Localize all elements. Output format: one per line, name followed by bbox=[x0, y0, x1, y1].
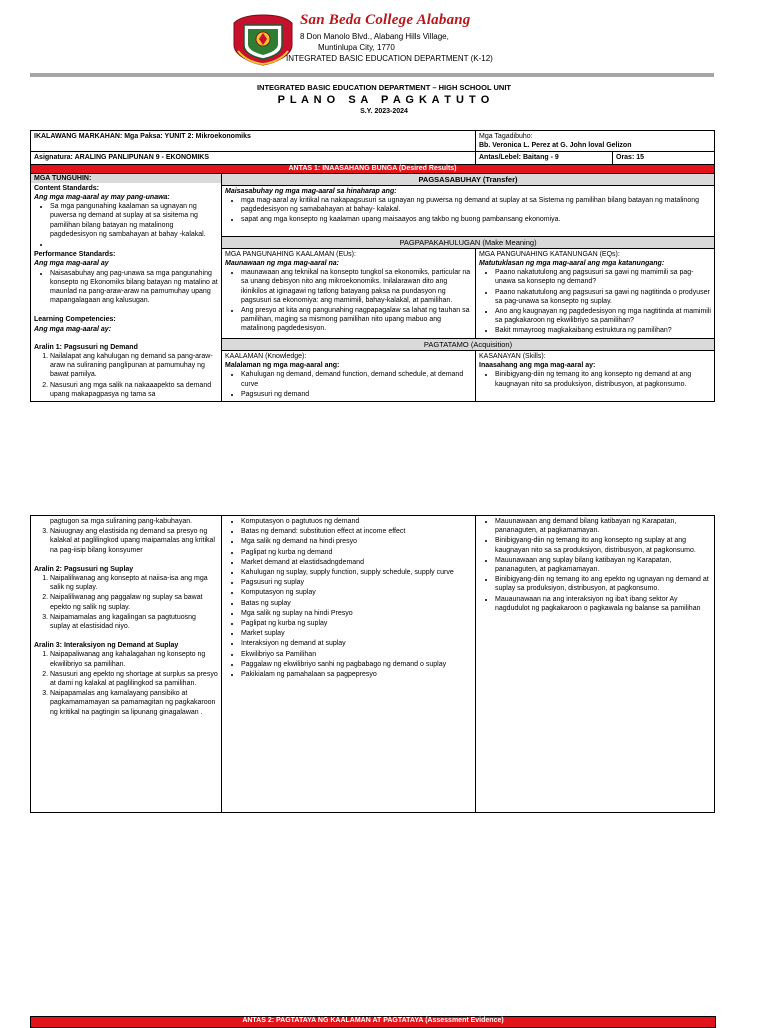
list-item: • Mga salik ng demand na hindi presyo bbox=[241, 537, 472, 546]
list-item: • Paano nakatutulong ang pagsusuri sa gawi ng mamimili sa pag-unawa sa konsepto ng demand? bbox=[495, 268, 711, 286]
list-item: • Komputasyon o pagtutuos ng demand bbox=[241, 517, 472, 526]
designers-label: Mga Tagadibuho: bbox=[479, 133, 533, 140]
skills-cell-continued bbox=[476, 516, 715, 813]
list-item: • Paano nakatutulong ang pagsusuri sa gawi ng nagtitinda o prodyuser sa pag-unawa sa konsepto ng suplay. bbox=[495, 288, 711, 306]
subject: Asignatura: ARALING PANLIPUNAN 9 - EKONOMIKS bbox=[31, 152, 476, 164]
aralin3-list bbox=[34, 650, 218, 716]
list-item: 3. Naipamamalas ang kagalingan sa pagtutuosng suplay at elastisidad niyo. bbox=[50, 613, 218, 631]
list-item: • sapat ang mga konsepto ng kaalaman upang maisaayos ang takbo ng buong pambansang ekonomiya. bbox=[241, 215, 711, 224]
stage1-banner: ANTAS 1: INAASAHANG BUNGA (Desired Results) bbox=[31, 164, 715, 173]
meaning-title: PAGPAPAKAHULUGAN (Make Meaning) bbox=[222, 236, 715, 248]
list-item: • Paglipat ng kurba ng suplay bbox=[241, 619, 472, 628]
list-item: 1. Nailalapat ang kahulugan ng demand sa pang-araw-araw na suliraning panglipunan at pamumuhay ng bawat pamilya. bbox=[50, 352, 218, 380]
transfer-list bbox=[225, 196, 711, 225]
list-item: • mga mag-aaral ay kritikal na nakapagsusuri sa ugnayan ng puwersa ng demand at suplay at sa Sistema ng pamilihan bilang batayan ng matalinong pagdedesisyon ng samabahayan at bahay- kalakal. bbox=[241, 196, 711, 214]
aralin1-list-continued bbox=[34, 517, 218, 555]
list-item: • Interaksiyon ng demand at suplay bbox=[241, 639, 472, 648]
list-item: • Naisasabuhay ang pag-unawa sa mga pangunahing konsepto ng Ekonomiks bilang batayan ng matalino at maunlad na pang-araw-araw na pamumuhay upang mapangalagaan ang kalusugan. bbox=[50, 269, 218, 306]
knowledge-sub: Malalaman ng mga mag-aaral ang: bbox=[225, 362, 340, 370]
skills-cell bbox=[476, 350, 715, 401]
list-item: 2. Nasusuri ang mga salik na nakaaapekto sa demand upang makapagpasya ng tama sa bbox=[50, 381, 218, 399]
lesson-plan-table-page2 bbox=[30, 515, 715, 813]
aralin3-title: Aralin 3: Interaksiyon ng Demand at Suplay bbox=[34, 642, 179, 650]
list-item: • Market demand at elastidsadngdemand bbox=[241, 558, 472, 567]
list-item: • Kahulugan ng demand, demand function, demand schedule, at demand curve bbox=[241, 370, 472, 388]
address-line-1: 8 Don Manolo Blvd., Alabang Hills Village, bbox=[300, 32, 449, 41]
aralin2-title: Aralin 2: Pagsusuri ng Suplay bbox=[34, 565, 134, 573]
list-item-empty bbox=[50, 240, 218, 249]
eq-list bbox=[479, 268, 711, 335]
list-item: • Batas ng demand: substitution effect at income effect bbox=[241, 527, 472, 536]
skills-list-continued bbox=[479, 517, 711, 613]
grade-level: Antas/Lebel: Baitang - 9 bbox=[476, 152, 613, 164]
list-item: • Binibigyang-diin ng temang ito ang epekto ng ugnayan ng demand at suplay sa produksiyon, distribusyon, at pagkonsumo. bbox=[495, 575, 711, 593]
list-item: 3. Naiuugnay ang elastisida ng demand sa presyo ng kalakal at paglilingkod upang maipamalas ang kritikal na pag-iisip bilang konsyumer bbox=[50, 527, 218, 555]
list-item: • Batas ng suplay bbox=[241, 599, 472, 608]
skills-title: KASANAYAN (Skills): bbox=[479, 352, 546, 360]
knowledge-title: KAALAMAN (Knowledge): bbox=[225, 352, 307, 360]
eq-title: MGA PANGUNAHING KATANUNGAN (EQs): bbox=[479, 250, 620, 258]
list-item: • Pagsusuri ng suplay bbox=[241, 578, 472, 587]
competencies-sub: Ang mga mag-aaral ay: bbox=[34, 325, 112, 333]
quarter-topic: IKALAWANG MARKAHAN: Mga Paksa: YUNIT 2: Mikroekonomiks bbox=[31, 131, 476, 152]
hours: Oras: 15 bbox=[613, 152, 715, 164]
list-item: • Binibigyang-diin ng temang ito ang konsepto ng suplay at ang kaugnayan nito sa sa produksiyon, distribusyon, at pagkonsumo. bbox=[495, 536, 711, 554]
school-name: San Beda College Alabang bbox=[300, 12, 471, 28]
eu-list bbox=[225, 268, 472, 333]
list-item: • Kahulugan ng suplay, supply function, supply schedule, supply curve bbox=[241, 568, 472, 577]
aralin2-list bbox=[34, 574, 218, 631]
eu-cell bbox=[222, 248, 476, 338]
list-item: • Mauunawaan ang demand bilang katibayan ng Karapatan, pananaguten, at pagkamamayan. bbox=[495, 517, 711, 535]
list-item: • Ekwilibriyo sa Pamilihan bbox=[241, 650, 472, 659]
list-item: 2. Naipaliliwanag ang paggalaw ng suplay sa bawat epekto ng salik ng suplay. bbox=[50, 593, 218, 611]
list-item: • Sa mga pangunahing kaalaman sa ugnayan ng puwersa ng demand at suplay at sa sisitema ng pamilihan bilang batayan ng matalinong pagdedesisyon ng sambahayan at bahay -kalakal. bbox=[50, 202, 218, 239]
list-item: • Binibigyang-diin ng temang ito ang konsepto ng demand at ang kaugnayan nito sa produksiyon, distribusyon, at pagkonsumo. bbox=[495, 370, 711, 388]
eq-cell bbox=[476, 248, 715, 338]
list-item: • Mga salik ng suplay na hindi Presyo bbox=[241, 609, 472, 618]
performance-standards-label: Performance Standards: bbox=[34, 251, 116, 259]
list-item: • Pakikialam ng pamahalaan sa pagpepresyo bbox=[241, 670, 472, 679]
list-item: 3. Naipapamalas ang kamalayang pansibiko at pagkamamamayan sa pamamagitan ng pagkakaroon ng kritikal na pagtingin sa lipunang ginagalawan . bbox=[50, 689, 218, 717]
department-unit: INTEGRATED BASIC EDUCATION DEPARTMENT – HIGH SCHOOL UNIT bbox=[256, 83, 512, 92]
performance-standards-sub: Ang mga mag-aaral ay bbox=[34, 260, 109, 268]
knowledge-list-continued bbox=[225, 517, 472, 679]
list-item: • Mauaunawaan na ang interaksiyon ng iba't ibang sektor Ay nagdudulot ng pagkakaroon o pagkawala ng balanse sa pamilihan bbox=[495, 595, 711, 613]
list-item: 1. Naipaliliwanag ang konsepto at naiisa-isa ang mga salik ng suplay. bbox=[50, 574, 218, 592]
knowledge-cell-continued bbox=[222, 516, 476, 813]
knowledge-list bbox=[225, 370, 472, 399]
designers-cell bbox=[476, 131, 715, 152]
transfer-title: PAGSASABUHAY (Transfer) bbox=[222, 173, 715, 185]
goals-column bbox=[31, 173, 222, 401]
list-item: 2. Nasusuri ang epekto ng shortage at surplus sa presyo at dami ng kalakal at paglilingkod sa pamilihan. bbox=[50, 670, 218, 688]
list-item: • Market suplay bbox=[241, 629, 472, 638]
school-year: S.Y. 2023-2024 bbox=[360, 108, 408, 115]
list-item: • Pagsusuri ng demand bbox=[241, 390, 472, 399]
list-item: • Ano ang kaugnayan ng pagdedesisyon ng mga nagtitinda at mamimili sa pagkakaroon ng ekwilibriyo sa pamilihan? bbox=[495, 307, 711, 325]
list-item: 1. Naipapaliwanag ang kahalagahan ng konsepto ng ekwilibriyo sa pamilihan. bbox=[50, 650, 218, 668]
stage2-banner bbox=[30, 1016, 716, 1028]
header-divider bbox=[30, 73, 714, 77]
address-line-2: Muntinlupa City, 1770 bbox=[318, 43, 395, 52]
content-standards-list bbox=[34, 202, 218, 249]
competencies-label: Learning Competencies: bbox=[34, 316, 116, 324]
eu-sub: Maunawaan ng mga mag-aaral na: bbox=[225, 260, 339, 268]
content-standards-sub: Ang mga mag-aaral ay may pang-unawa: bbox=[34, 194, 170, 202]
performance-standards-list bbox=[34, 269, 218, 306]
list-item: • Bakit mmayroog magkakaibang estruktura ng pamilihan? bbox=[495, 326, 711, 335]
lesson-plan-table-page1 bbox=[30, 130, 715, 402]
skills-list bbox=[479, 370, 711, 388]
document-title: P L A N O S A P A G K A T U T O bbox=[277, 94, 491, 106]
transfer-body bbox=[222, 185, 715, 236]
eq-sub: Matutuklasan ng mga mag-aaral ang mga katanungang: bbox=[479, 260, 665, 268]
acquisition-title: PAGTATAMO (Acquisition) bbox=[222, 338, 715, 350]
list-item: • Paggalaw ng ekwilibriyo sanhi ng pagbabago ng demand o suplay bbox=[241, 660, 472, 669]
stage2-banner-text: ANTAS 2: PAGTATAYA NG KAALAMAN AT PAGTATAYA (Assessment Evidence) bbox=[242, 1017, 504, 1024]
goals-column-continued bbox=[31, 516, 222, 813]
list-item: • Komputasyon ng suplay bbox=[241, 588, 472, 597]
goals-title: MGA TUNGUHIN: bbox=[31, 174, 221, 183]
designers-names: Bb. Veronica L. Perez at G. John loval Gelizon bbox=[479, 142, 632, 150]
list-item: • Mauunawaan ang suplay bilang katibayan ng Karapatan, pananaguten, at pagkamamayan. bbox=[495, 556, 711, 574]
list-item: • Ang presyo at kita ang pangunahing nagpapagalaw sa lahat ng tauhan sa pamilihan, maging sa mismong pamilihan nito upang mabuo ang matalinong pagdedesisyon. bbox=[241, 306, 472, 334]
list-item-continued: pagtugon sa mga suliraning pang-kabuhayan. bbox=[50, 518, 193, 525]
transfer-sub: Maisasabuhay ng mga mag-aaral sa hinaharap ang: bbox=[225, 187, 397, 195]
list-item: • maunawaan ang teknikal na konsepto tungkol sa ekonomiks, particular na sa unang debisyon nito ang mikroekonomiks. Inilalarawan dito ang ikinikilos at iginagawi ng tatlong batayang paksa na pundasyon ng pagsusuri sa ekonomiya: ang mamimili, bahay-kalakal, at pamilihan. bbox=[241, 268, 472, 305]
skills-sub: Inaasahang ang mga mag-aaral ay: bbox=[479, 362, 596, 370]
aralin1-list bbox=[34, 352, 218, 399]
aralin1-title: Aralin 1: Pagsusuri ng Demand bbox=[34, 343, 138, 351]
eu-title: MGA PANGUNAHING KAALAMAN (EUs): bbox=[225, 250, 356, 258]
content-standards-label: Content Standards: bbox=[34, 184, 99, 192]
knowledge-cell bbox=[222, 350, 476, 401]
list-item: • Paglipat ng kurba ng demand bbox=[241, 548, 472, 557]
address-line-3: INTEGRATED BASIC EDUCATION DEPARTMENT (K-12) bbox=[286, 54, 493, 63]
